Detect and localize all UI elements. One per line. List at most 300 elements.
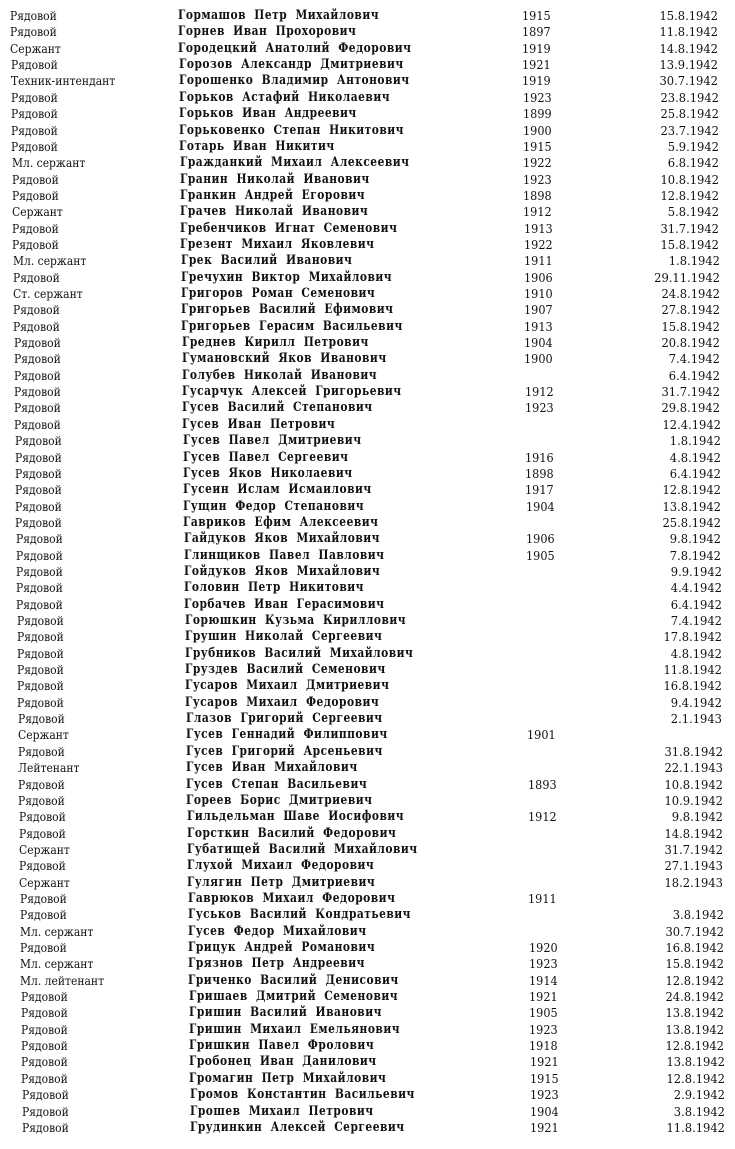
rank-label: Мл. сержант [19,923,94,939]
birth-year: 1899 [522,106,552,122]
list-item [0,924,735,940]
list-item [0,875,735,891]
soldier-name: Городецкий Анатолий Федорович [178,40,412,56]
list-item [0,956,735,972]
rank-label: Рядовой [14,416,62,432]
list-item [0,564,735,580]
list-item [0,1120,735,1136]
soldier-name: Груздев Василий Семенович [185,662,386,677]
death-date: 13.8.1942 [665,1005,725,1021]
birth-year: 1901 [527,727,556,743]
list-item [0,744,735,760]
rank-label: Ст. сержант [13,286,83,301]
list-item [0,515,735,531]
birth-year: 1923 [523,171,552,187]
death-date: 3.8.1942 [672,907,724,923]
soldier-name: Гражданкий Михаил Алексеевич [179,155,410,171]
birth-year: 1898 [523,187,552,203]
list-item [0,580,735,596]
list-item [0,319,735,335]
list-item [0,695,735,711]
list-item [0,1005,735,1021]
rank-label: Рядовой [15,498,63,514]
rank-label: Рядовой [13,302,60,318]
birth-year: 1921 [530,1119,559,1135]
soldier-name: Гойдуков Яков Михайлович [184,563,381,579]
rank-label: Рядовой [17,743,65,759]
soldier-name: Гумановский Яков Иванович [181,351,387,367]
soldier-name: Гусеин Ислам Исмаилович [183,482,372,498]
birth-year: 1917 [525,482,555,498]
list-item [0,155,735,171]
rank-label: Рядовой [14,400,62,416]
rank-label: Рядовой [18,825,66,841]
death-date: 17.8.1942 [663,629,722,645]
soldier-name: Гранкин Андрей Егорович [179,187,365,203]
soldier-name: Гусарчук Алексей Григорьевич [182,384,402,400]
rank-label: Рядовой [17,711,65,727]
soldier-name: Гусев Федор Михайлович [187,923,367,939]
list-item [0,482,735,498]
birth-year: 1907 [524,302,553,318]
death-date: 14.8.1942 [659,40,719,56]
birth-year: 1905 [525,547,555,563]
soldier-name: Гусев Иван Петрович [182,416,336,432]
death-date: 25.8.1942 [660,106,719,122]
soldier-name: Готарь Иван Никитич [179,138,336,154]
soldier-name: Горнев Иван Прохорович [178,24,357,40]
soldier-name: Гусев Павел Сергеевич [182,449,349,465]
list-item [0,891,735,907]
rank-label: Рядовой [22,1119,69,1135]
birth-year: 1910 [524,286,553,301]
rank-label: Рядовой [16,629,64,645]
death-date: 31.7.1942 [661,384,721,400]
birth-year: 1911 [523,253,553,269]
death-date: 15.8.1942 [659,8,718,23]
birth-year: 1922 [523,236,553,252]
rank-label: Рядовой [12,269,60,285]
list-item [0,678,735,694]
birth-year: 1920 [528,940,558,955]
death-date: 10.9.1942 [664,792,723,808]
rank-label: Сержант [12,204,63,220]
list-item [0,90,735,106]
birth-year: 1914 [528,972,558,988]
rank-label: Рядовой [20,940,67,955]
soldier-name: Гильдельман Шаве Иосифович [186,809,404,825]
rank-label: Мл. лейтенант [20,972,105,988]
soldier-name: Григорьев Василий Ефимович [181,302,394,318]
list-item [0,253,735,269]
birth-year: 1919 [522,73,552,89]
soldier-name: Гавриков Ефим Алексеевич [183,514,379,530]
rank-label: Рядовой [14,449,62,465]
list-item [0,646,735,662]
rank-label: Сержант [19,841,70,857]
list-item [0,727,735,743]
death-date: 16.8.1942 [665,940,724,955]
death-date: 2.1.1943 [671,711,723,727]
rank-label: Рядовой [13,351,61,367]
birth-year: 1923 [528,956,558,972]
soldier-name: Горюшкин Кузьма Кириллович [184,613,406,628]
rank-label: Рядовой [10,89,58,105]
list-item [0,106,735,122]
rank-label: Рядовой [13,367,61,383]
death-date: 12.8.1942 [666,1070,725,1086]
rank-label: Рядовой [11,122,59,138]
list-item [0,907,735,923]
soldier-name: Грицук Андрей Романович [188,940,376,955]
soldier-name: Горьковенко Степан Никитович [179,122,405,138]
list-item [0,858,735,874]
rank-label: Мл. сержант [11,155,85,171]
death-date: 31.7.1942 [660,220,720,236]
death-date: 9.9.1942 [670,563,722,579]
rank-label: Рядовой [19,858,66,874]
list-item [0,1038,735,1054]
death-date: 14.8.1942 [664,825,724,841]
rank-label: Рядовой [16,613,64,628]
rank-label: Сержант [10,40,62,56]
soldier-name: Губатищей Василий Михайлович [187,841,418,857]
soldier-name: Грушин Николай Сергеевич [184,629,382,645]
death-date: 5.9.1942 [667,138,719,154]
list-item [0,286,735,302]
birth-year: 1913 [523,220,553,236]
soldier-name: Гришаев Дмитрий Семенович [188,989,398,1004]
birth-year: 1904 [529,1103,559,1119]
list-item [0,711,735,727]
list-item [0,842,735,858]
rank-label: Рядовой [16,645,64,661]
rank-label: Рядовой [13,318,61,334]
rank-label: Рядовой [20,1021,68,1037]
list-item [0,270,735,286]
soldier-name: Гришкин Павел Фролович [189,1038,375,1054]
death-date: 12.8.1942 [662,482,721,498]
soldier-name: Грубников Василий Михайлович [184,645,414,661]
soldier-name: Гробонец Иван Данилович [189,1054,377,1070]
birth-year: 1922 [523,155,552,171]
death-date: 9.8.1942 [671,809,724,825]
death-date: 15.8.1942 [660,236,720,252]
soldier-name: Горбачев Иван Герасимович [184,596,385,612]
birth-year: 1923 [529,1087,559,1103]
soldier-name: Гусаров Михаил Дмитриевич [185,678,390,694]
birth-year: 1915 [529,1070,559,1086]
birth-year: 1893 [527,776,557,792]
death-date: 22.1.1943 [664,760,723,776]
soldier-name: Гуськов Василий Кондратьевич [187,907,411,923]
soldier-name: Гусев Иван Михайлович [186,760,358,776]
rank-label: Сержант [17,727,69,743]
soldier-name: Грезент Михаил Яковлевич [180,236,375,252]
birth-year: 1906 [523,269,553,285]
soldier-name: Громов Константин Васильевич [189,1087,415,1103]
rank-label: Рядовой [21,1070,69,1086]
soldier-name: Горьков Иван Андреевич [179,106,357,122]
list-item [0,384,735,400]
rank-label: Рядовой [19,890,67,906]
list-item [0,826,735,842]
rank-label: Рядовой [18,776,66,792]
soldier-name: Гребенчиков Игнат Семенович [180,220,398,236]
death-date: 4.4.1942 [670,580,722,596]
rank-label: Рядовой [13,335,61,350]
rank-label: Сержант [19,874,71,890]
soldier-name: Горьков Астафий Николаевич [178,89,390,105]
birth-year: 1911 [528,890,557,906]
death-date: 12.8.1942 [665,1038,725,1054]
death-date: 2.9.1942 [673,1087,725,1103]
soldier-name: Гречухин Виктор Михайлович [180,269,392,285]
death-date: 6.4.1942 [670,596,722,612]
soldier-name: Гулягин Петр Дмитриевич [187,874,376,890]
soldier-name: Гранин Николай Иванович [179,171,370,187]
list-item [0,777,735,793]
list-item [0,597,735,613]
list-item [0,204,735,220]
list-item [0,221,735,237]
soldier-name: Грудинкин Алексей Сергеевич [190,1119,405,1135]
rank-label: Рядовой [20,989,68,1004]
death-date: 10.8.1942 [660,171,720,187]
death-date: 9.8.1942 [670,531,722,547]
list-item [0,139,735,155]
list-item [0,1104,735,1120]
birth-year: 1921 [522,57,551,73]
death-date: 20.8.1942 [661,335,721,350]
death-date: 6.8.1942 [667,155,719,171]
soldier-name: Григоров Роман Семенович [181,286,376,301]
death-date: 4.8.1942 [669,449,721,465]
list-item [0,57,735,73]
soldier-name: Голубев Николай Иванович [181,367,377,383]
soldier-name: Грек Василий Иванович [180,253,352,269]
death-date: 31.7.1942 [664,841,724,857]
death-date: 29.8.1942 [661,400,721,416]
birth-year: 1918 [529,1038,559,1054]
list-item [0,172,735,188]
soldier-name: Гусев Василий Степанович [182,400,373,416]
soldier-name: Гусев Григорий Арсеньевич [185,743,383,759]
rank-label: Рядовой [16,596,64,612]
list-item [0,302,735,318]
rank-label: Рядовой [15,547,63,563]
list-item [0,613,735,629]
death-date: 7.4.1942 [668,351,721,367]
death-date: 13.8.1942 [662,498,722,514]
death-date: 11.8.1942 [659,24,719,40]
birth-year: 1912 [523,204,553,220]
soldier-name: Гусаров Михаил Федорович [185,694,380,710]
rank-label: Рядовой [11,106,58,122]
rank-label: Рядовой [15,531,63,547]
rank-label: Рядовой [21,1103,69,1119]
rank-label: Рядовой [18,792,66,808]
soldier-name: Громагин Петр Михайлович [189,1070,387,1086]
rank-label: Рядовой [10,24,57,40]
rank-label: Рядовой [12,220,60,236]
birth-year: 1915 [522,8,551,23]
birth-year: 1915 [522,138,552,154]
list-item [0,1071,735,1087]
rank-label: Рядовой [14,384,61,400]
rank-label: Лейтенант [18,760,80,776]
birth-year: 1913 [524,318,553,334]
soldier-name: Грязнов Петр Андреевич [188,956,366,972]
soldier-name: Гормашов Петр Михайлович [178,8,380,23]
death-date: 15.8.1942 [665,956,724,972]
list-item [0,973,735,989]
list-item [0,188,735,204]
soldier-name: Греднев Кирилл Петрович [181,335,369,350]
birth-year: 1904 [525,498,555,514]
rank-label: Рядовой [10,8,57,23]
rank-label: Рядовой [14,465,62,481]
birth-year: 1921 [529,1054,559,1070]
soldier-name: Горошенко Владимир Антонович [178,73,410,89]
list-item [0,8,735,24]
birth-year: 1921 [529,989,558,1004]
birth-year: 1898 [525,465,554,481]
death-date: 24.8.1942 [665,989,725,1004]
rank-label: Рядовой [15,514,63,530]
rank-label: Рядовой [19,907,67,923]
death-date: 4.8.1942 [670,645,722,661]
list-item [0,1022,735,1038]
death-date: 13.8.1942 [665,1021,725,1037]
list-item [0,450,735,466]
soldier-name: Гущин Федор Степанович [183,498,365,514]
death-date: 25.8.1942 [662,514,722,530]
death-date: 24.8.1942 [661,286,720,301]
soldier-name: Гореев Борис Дмитриевич [186,792,373,808]
birth-year: 1906 [525,531,555,547]
death-date: 12.4.1942 [662,416,721,432]
death-date: 13.8.1942 [666,1054,725,1070]
soldier-name: Грошев Михаил Петрович [189,1103,374,1119]
death-date: 7.4.1942 [670,613,722,628]
soldier-name: Грачев Николай Иванович [180,204,369,220]
death-date: 23.7.1942 [660,122,719,138]
death-date: 7.8.1942 [670,547,722,563]
soldier-name: Горозов Александр Дмитриевич [178,57,404,73]
death-date: 31.8.1942 [664,743,723,759]
soldier-name: Гусев Степан Васильевич [186,776,368,792]
death-date: 11.8.1942 [663,662,723,677]
list-item [0,351,735,367]
birth-year: 1923 [529,1021,558,1037]
rank-label: Рядовой [16,563,63,579]
list-item [0,809,735,825]
death-date: 13.9.1942 [659,57,719,73]
rank-label: Рядовой [17,694,65,710]
list-item [0,24,735,40]
list-item [0,1087,735,1103]
list-item [0,629,735,645]
birth-year: 1923 [524,400,554,416]
rank-label: Рядовой [21,1038,68,1054]
rank-label: Рядовой [18,809,66,825]
death-date: 27.1.1943 [664,858,724,874]
death-date: 6.4.1942 [669,367,721,383]
soldier-name: Глинщиков Павел Павлович [183,547,385,563]
list-item [0,499,735,515]
birth-year: 1919 [522,40,551,56]
death-date: 1.8.1942 [668,253,720,269]
death-date: 3.8.1942 [673,1103,725,1119]
list-item [0,237,735,253]
list-item [0,989,735,1005]
rank-label: Рядовой [11,187,59,203]
rank-label: Рядовой [12,236,60,252]
list-item [0,368,735,384]
soldier-name: Гусев Яков Николаевич [182,465,353,481]
birth-year: 1912 [527,809,557,825]
soldier-name: Гришин Михаил Емельянович [188,1021,400,1037]
list-item [0,335,735,351]
soldier-name: Гайдуков Яков Михайлович [183,531,380,547]
death-date: 27.8.1942 [661,302,720,318]
list-item [0,433,735,449]
death-date: 23.8.1942 [659,89,719,105]
birth-year: 1904 [524,335,553,350]
list-item [0,760,735,776]
soldier-name: Глазов Григорий Сергеевич [185,711,383,727]
death-date: 5.8.1942 [668,204,720,220]
rank-label: Рядовой [15,482,62,498]
birth-year: 1916 [525,449,554,465]
list-item [0,940,735,956]
death-date: 30.7.1942 [659,73,719,89]
death-date: 10.8.1942 [664,776,723,792]
rank-label: Рядовой [20,1005,68,1021]
list-item [0,466,735,482]
rank-label: Рядовой [17,678,65,694]
soldier-name: Григорьев Герасим Васильевич [181,318,404,334]
list-item [0,73,735,89]
soldier-name: Гриченко Василий Денисович [188,972,400,988]
list-item [0,41,735,57]
list-item [0,793,735,809]
list-item [0,400,735,416]
soldier-name: Гришин Василий Иванович [188,1005,382,1021]
death-date: 16.8.1942 [663,678,723,694]
soldier-name: Гусев Геннадий Филиппович [185,727,388,743]
rank-label: Мл. сержант [20,956,94,972]
list-item [0,548,735,564]
list-item [0,531,735,547]
birth-year: 1912 [524,384,554,400]
rank-label: Рядовой [14,433,62,449]
rank-label: Рядовой [21,1087,69,1103]
list-item [0,662,735,678]
list-item [0,417,735,433]
birth-year: 1900 [522,122,552,138]
rank-label: Рядовой [21,1054,69,1070]
death-date: 12.8.1942 [660,187,720,203]
rank-label: Рядовой [16,580,63,596]
rank-label: Рядовой [11,171,59,187]
soldier-name: Гусев Павел Дмитриевич [182,433,362,449]
rank-label: Рядовой [17,662,64,677]
birth-year: 1900 [524,351,554,367]
death-date: 11.8.1942 [666,1119,725,1135]
soldier-name: Гаврюков Михаил Федорович [187,890,395,906]
